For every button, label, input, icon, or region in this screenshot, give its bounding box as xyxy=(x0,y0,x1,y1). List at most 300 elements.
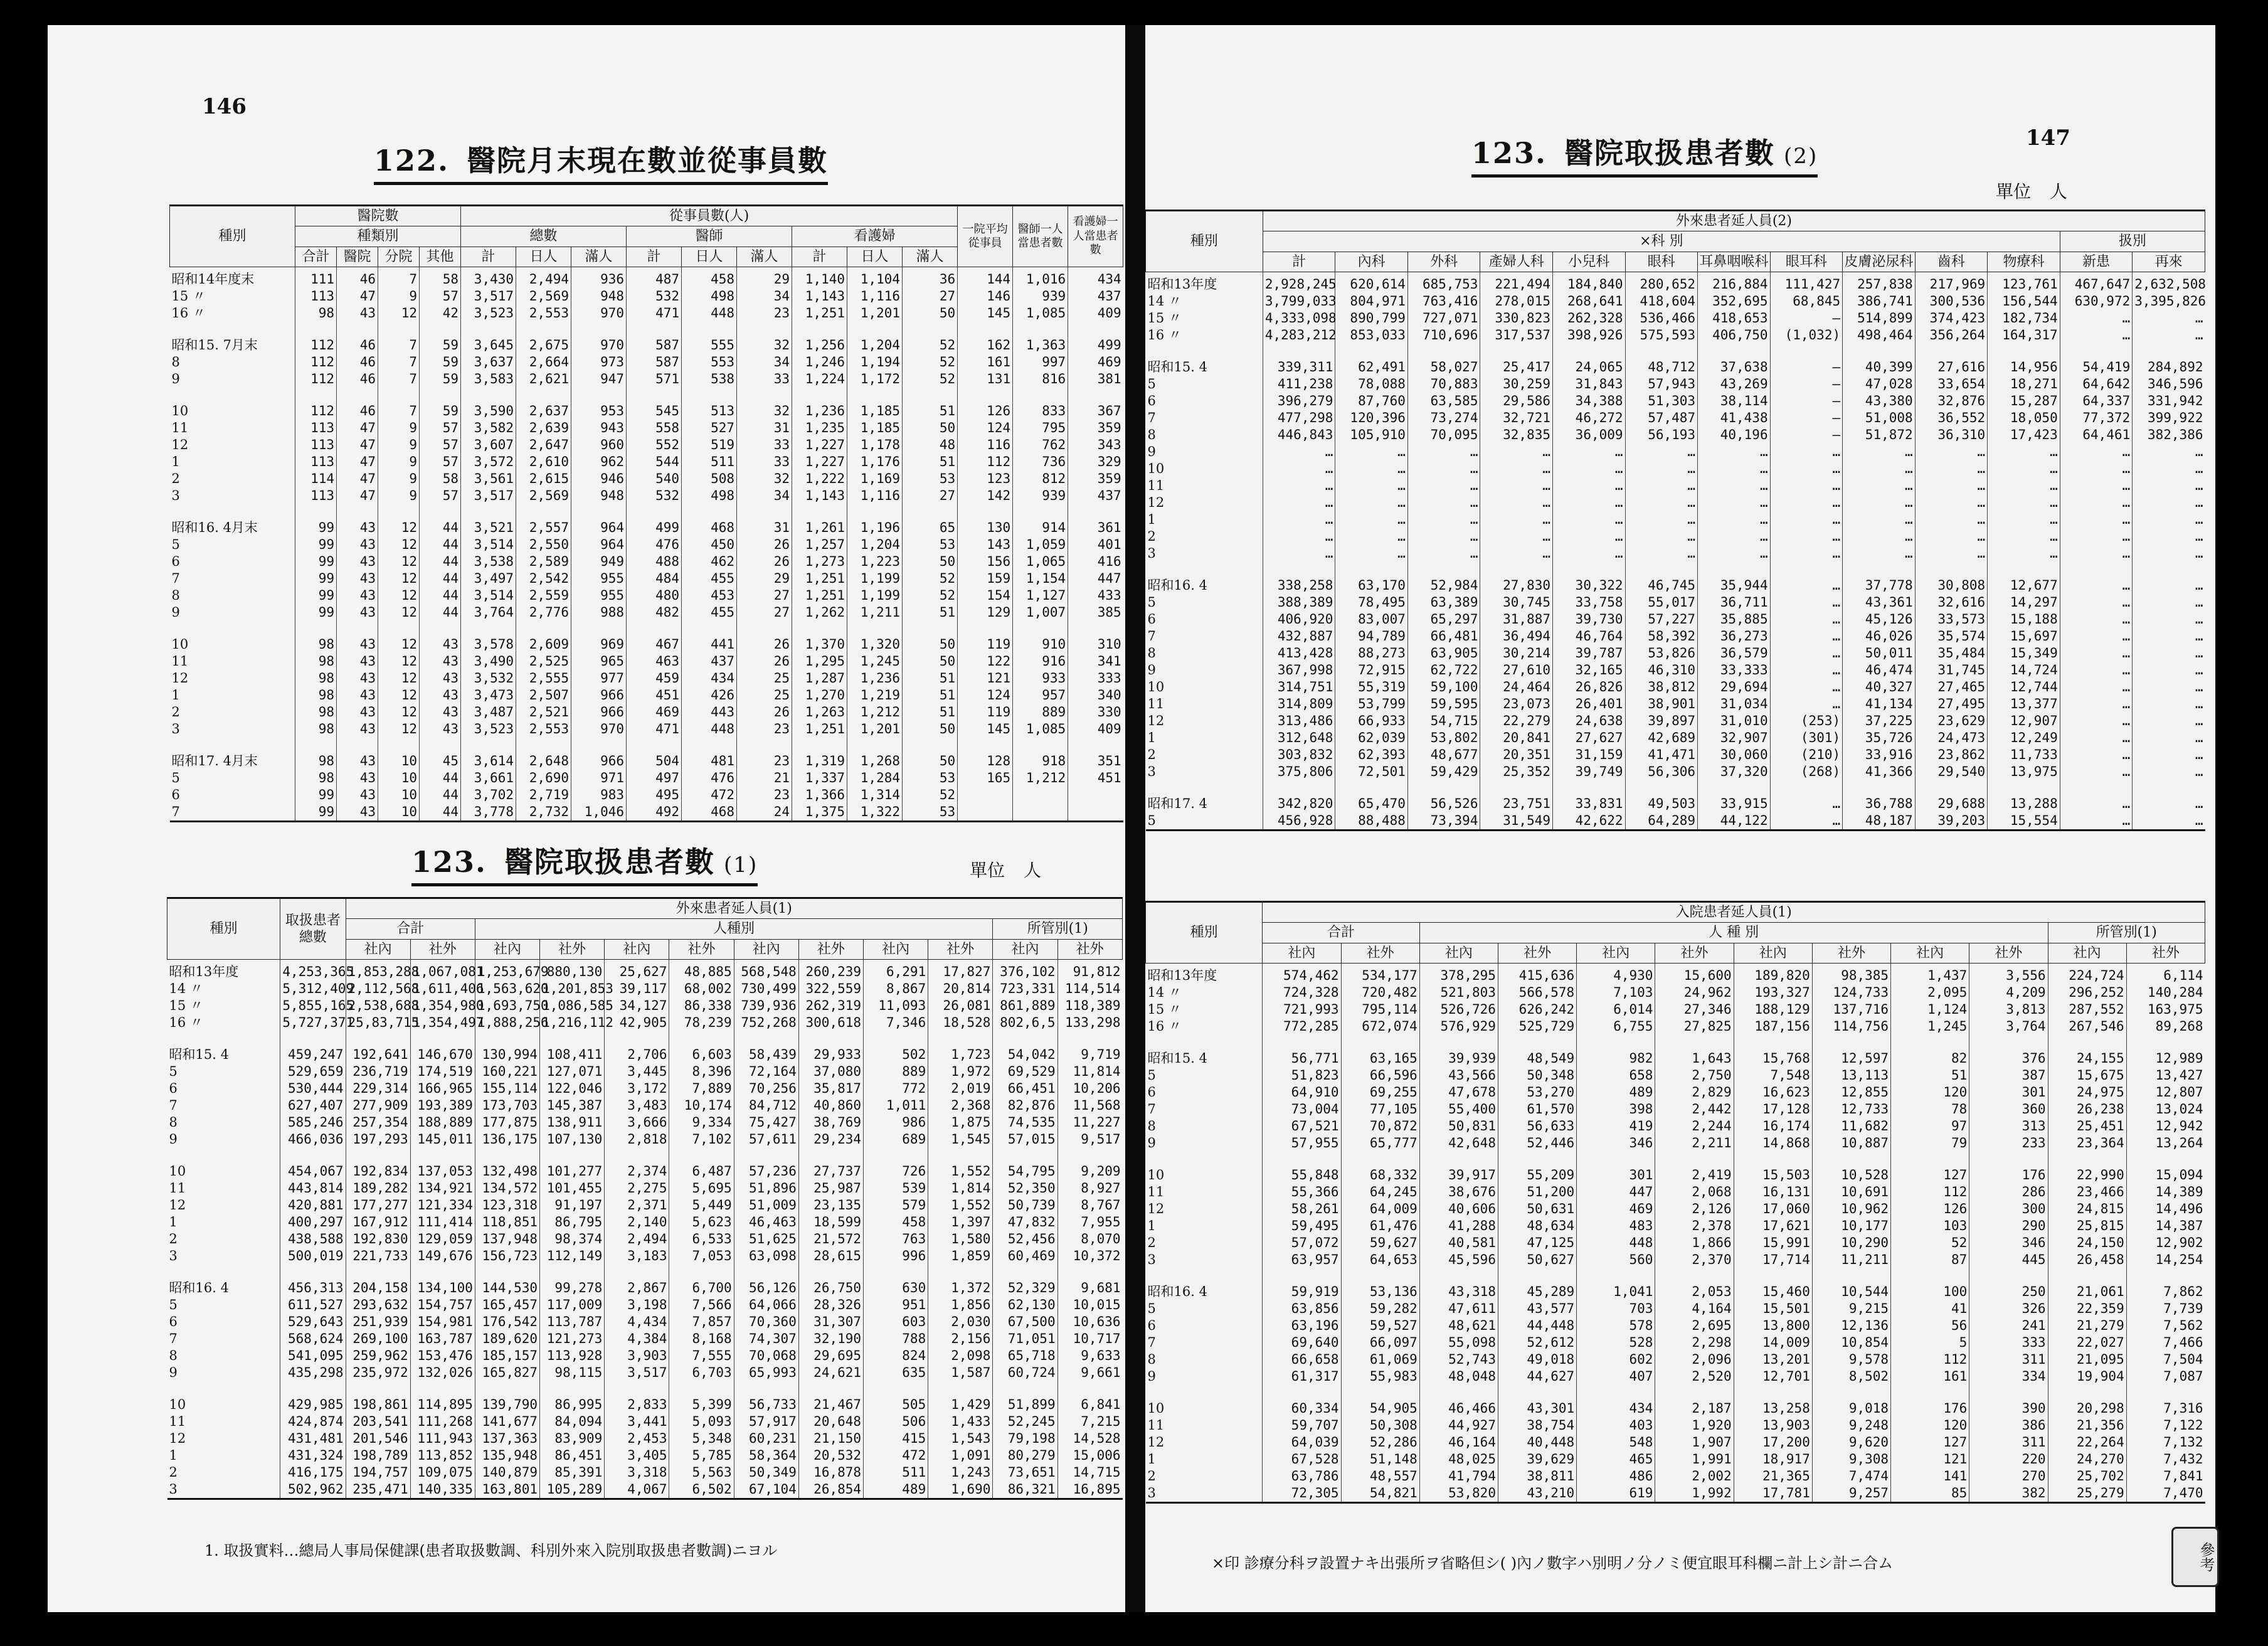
table-cell: 54,419 xyxy=(2060,344,2133,376)
table-cell: 100 xyxy=(1891,1268,1969,1300)
table-cell: 34,127 xyxy=(605,997,669,1014)
row-label: 2 xyxy=(1147,1235,1156,1251)
table-cell: 1,212 xyxy=(1013,770,1068,787)
table-cell: 189,820 xyxy=(1734,963,1812,984)
table-cell: … xyxy=(1915,443,1988,460)
table-cell: … xyxy=(1770,562,1843,594)
table-cell: 94,789 xyxy=(1335,628,1408,645)
table-cell: 43,301 xyxy=(1498,1385,1576,1417)
table-cell: 38,676 xyxy=(1419,1184,1498,1201)
table-cell: 456,928 xyxy=(1263,812,1335,831)
table-cell: 2,833 xyxy=(605,1381,669,1413)
table-cell: 1,262 xyxy=(792,604,847,621)
table-cell: 134,921 xyxy=(410,1180,475,1197)
table-cell: 69,640 xyxy=(1263,1334,1341,1351)
right-page xyxy=(1145,25,2215,1612)
page-number: 147 xyxy=(2026,125,2070,151)
table-cell: 33,758 xyxy=(1553,594,1626,611)
table-cell: 1,322 xyxy=(847,804,903,822)
table-cell: 710,696 xyxy=(1407,327,1480,344)
col-inland-nei: 社內 xyxy=(1419,943,1498,963)
table-cell: … xyxy=(2133,611,2205,628)
table-cell: 48,025 xyxy=(1419,1451,1498,1468)
table-cell: 1,251 xyxy=(792,305,847,322)
table-cell: 32,165 xyxy=(1553,662,1626,679)
col-per-hospital: 一院平均從事員 xyxy=(958,206,1013,267)
table-row xyxy=(170,267,1123,288)
table-cell: 67,528 xyxy=(1263,1451,1341,1468)
table-row xyxy=(170,504,1123,536)
table-cell: 970 xyxy=(571,322,627,354)
table-cell: 30,060 xyxy=(1698,746,1771,763)
table-cell: 955 xyxy=(571,570,627,587)
row-label: 昭和16. 4 xyxy=(1147,1284,1207,1300)
table-cell: 36,711 xyxy=(1698,594,1771,611)
table-cell: 182,734 xyxy=(1988,310,2060,327)
table-cell: 99 xyxy=(295,536,337,553)
table-cell: 64,337 xyxy=(2060,393,2133,410)
table-cell: 140,335 xyxy=(410,1481,475,1499)
row-label: 15 〃 xyxy=(1147,1002,1182,1017)
table-cell: 101,277 xyxy=(540,1148,605,1180)
table-cell: 30,745 xyxy=(1480,594,1553,611)
table-cell: 224,724 xyxy=(2048,963,2126,984)
table-cell: 5,855,165 xyxy=(280,997,346,1014)
table-cell: 10,636 xyxy=(1057,1314,1122,1330)
table-cell: 4,253,365 xyxy=(280,959,346,980)
table-cell: 159 xyxy=(958,570,1013,587)
table-cell: 12 xyxy=(378,305,420,322)
table-cell: 514,899 xyxy=(1843,310,1916,327)
table-row xyxy=(170,704,1123,721)
table-cell: 1,320 xyxy=(847,621,903,653)
table-number: 123. xyxy=(411,845,487,879)
table-cell: 434 xyxy=(682,670,737,687)
table-cell: 57,487 xyxy=(1625,410,1698,427)
table-cell: 7,841 xyxy=(2126,1468,2205,1485)
table-123a xyxy=(167,897,1123,1524)
table-cell: 3,903 xyxy=(605,1347,669,1364)
table-cell: … xyxy=(1263,494,1335,511)
table-cell: 2,553 xyxy=(516,305,571,322)
table-cell: 34,388 xyxy=(1553,393,1626,410)
table-cell: 772,285 xyxy=(1263,1018,1341,1035)
table-cell: 2,156 xyxy=(928,1330,993,1347)
table-cell: 30,322 xyxy=(1553,562,1626,594)
table-cell: 454,067 xyxy=(280,1148,346,1180)
table-cell: 58,439 xyxy=(734,1031,798,1063)
table-cell: 10,544 xyxy=(1812,1268,1890,1300)
table-cell: 3,590 xyxy=(461,388,516,420)
table-cell: 88,488 xyxy=(1335,812,1408,831)
table-cell: 502,962 xyxy=(280,1481,346,1499)
table-cell: 99 xyxy=(295,804,337,822)
table-cell: 15,006 xyxy=(1057,1447,1122,1464)
table-cell: 2,719 xyxy=(516,787,571,804)
table-cell: 7 xyxy=(378,371,420,388)
table-row xyxy=(167,1464,1123,1481)
table-cell: 15,697 xyxy=(1988,628,2060,645)
table-row xyxy=(1146,327,2205,344)
table-cell: 52,743 xyxy=(1419,1351,1498,1368)
table-cell: 33,831 xyxy=(1553,780,1626,812)
table-row xyxy=(167,1248,1123,1265)
table-cell: … xyxy=(1480,528,1553,545)
table-cell: 3,514 xyxy=(461,587,516,604)
table-cell: 310 xyxy=(1068,621,1123,653)
table-cell: 1,853,288 xyxy=(346,959,410,980)
table-cell: … xyxy=(2133,730,2205,746)
table-cell: 44,448 xyxy=(1498,1317,1576,1334)
table-cell: 313,486 xyxy=(1263,713,1335,730)
table-cell: 9,018 xyxy=(1812,1385,1890,1417)
table-cell: 112 xyxy=(1891,1184,1969,1201)
table-cell: 1,563,620 xyxy=(475,980,539,997)
table-cell: 17,200 xyxy=(1734,1434,1812,1451)
table-cell: 51,872 xyxy=(1843,427,1916,443)
table-cell: 511 xyxy=(864,1464,928,1481)
table-cell: 46,164 xyxy=(1419,1434,1498,1451)
table-cell: 331,942 xyxy=(2133,393,2205,410)
table-cell: 57 xyxy=(420,487,461,504)
col-pediatrics: 小兒科 xyxy=(1553,252,1626,272)
table-cell: 64,910 xyxy=(1263,1084,1341,1101)
table-cell: 120 xyxy=(1891,1417,1969,1434)
table-cell: 44 xyxy=(420,553,461,570)
table-cell: 500,019 xyxy=(280,1248,346,1265)
table-cell: 529,643 xyxy=(280,1314,346,1330)
table-cell: 26 xyxy=(737,621,792,653)
table-cell: 14,868 xyxy=(1734,1135,1812,1152)
table-cell: 603 xyxy=(864,1314,928,1330)
col-h-other: 其他 xyxy=(420,247,461,267)
table-row xyxy=(1146,477,2205,494)
table-cell: 2,520 xyxy=(1655,1368,1734,1385)
table-cell: 17,781 xyxy=(1734,1485,1812,1503)
table-cell: 43 xyxy=(337,653,378,670)
table-cell: 7,504 xyxy=(2126,1351,2205,1368)
table-cell: 57,611 xyxy=(734,1131,798,1148)
table-cell: 498,464 xyxy=(1843,327,1916,344)
table-cell: 112 xyxy=(295,371,337,388)
table-cell: 949 xyxy=(571,553,627,570)
table-row xyxy=(1146,528,2205,545)
table-cell: 527 xyxy=(682,420,737,437)
table-cell: … xyxy=(1407,511,1480,528)
table-cell: 14,528 xyxy=(1057,1430,1122,1447)
row-label: 2 xyxy=(1147,529,1156,544)
table-row xyxy=(167,1197,1123,1214)
table-cell: 1,354,497 xyxy=(410,1014,475,1031)
row-label: 7 xyxy=(1147,629,1156,644)
table-cell: 10,015 xyxy=(1057,1297,1122,1314)
table-cell: 721,993 xyxy=(1263,1001,1341,1018)
col-surgery: 外科 xyxy=(1407,252,1480,272)
table-row xyxy=(1146,293,2205,310)
table-cell: … xyxy=(2133,628,2205,645)
table-cell: 52 xyxy=(903,787,958,804)
table-cell: 27,825 xyxy=(1655,1018,1734,1035)
table-cell: … xyxy=(1407,528,1480,545)
table-cell: 99 xyxy=(295,587,337,604)
table-cell: 59,282 xyxy=(1341,1300,1419,1317)
table-cell: 59,495 xyxy=(1263,1218,1341,1234)
table-cell: 154,757 xyxy=(410,1297,475,1314)
col-bureau-nei: 社內 xyxy=(993,939,1057,959)
table-cell: 14,254 xyxy=(2126,1251,2205,1268)
table-cell: 161 xyxy=(958,354,1013,371)
table-cell: 47,678 xyxy=(1419,1084,1498,1101)
table-cell: 889 xyxy=(864,1063,928,1080)
table-cell: 3,517 xyxy=(605,1364,669,1381)
table-cell: 434 xyxy=(1577,1385,1655,1417)
table-row xyxy=(170,371,1123,388)
table-cell: 951 xyxy=(864,1297,928,1314)
table-cell: … xyxy=(2133,460,2205,477)
table-cell: 20,841 xyxy=(1480,730,1553,746)
table-cell: 51 xyxy=(903,687,958,704)
table-cell: 47 xyxy=(337,437,378,454)
table-cell: 1,856 xyxy=(928,1297,993,1314)
table-row xyxy=(1146,1152,2205,1184)
table-cell: 52,350 xyxy=(993,1180,1057,1197)
col-manchu-gai: 社外 xyxy=(798,939,863,959)
table-cell: 111,427 xyxy=(1770,272,1843,293)
table-cell: … xyxy=(2060,662,2133,679)
table-cell: 24,155 xyxy=(2048,1035,2126,1067)
table-cell: 156 xyxy=(958,553,1013,570)
table-cell: 51,148 xyxy=(1341,1451,1419,1468)
table-cell: 3,578 xyxy=(461,621,516,653)
table-cell: 2,776 xyxy=(516,604,571,621)
table-cell: 471 xyxy=(627,721,682,738)
table-cell: 9 xyxy=(378,487,420,504)
table-cell: 578 xyxy=(1577,1317,1655,1334)
table-cell: 12,989 xyxy=(2126,1035,2205,1067)
table-cell: … xyxy=(2133,594,2205,611)
row-label: 11 xyxy=(171,420,189,436)
table-cell: 59 xyxy=(420,388,461,420)
table-cell: 466,036 xyxy=(280,1131,346,1148)
table-cell: 20,648 xyxy=(798,1413,863,1430)
table-cell: 11,814 xyxy=(1057,1063,1122,1080)
row-label: 1 xyxy=(1147,1452,1156,1467)
table-row xyxy=(167,1148,1123,1180)
table-cell: 1,245 xyxy=(847,653,903,670)
table-cell: 3,490 xyxy=(461,653,516,670)
table-cell: 57,943 xyxy=(1625,376,1698,393)
table-cell: 141,677 xyxy=(475,1413,539,1430)
table-cell: 720,482 xyxy=(1341,984,1419,1001)
table-cell: 772 xyxy=(864,1080,928,1097)
table-row xyxy=(170,621,1123,653)
table-cell: 86,321 xyxy=(993,1481,1057,1499)
table-cell xyxy=(958,787,1013,804)
table-cell: … xyxy=(1553,545,1626,562)
table-cell: 7,215 xyxy=(1057,1413,1122,1430)
col-gai-1: 社外 xyxy=(410,939,475,959)
table-cell: 443,814 xyxy=(280,1180,346,1197)
table-cell: 127 xyxy=(1891,1152,1969,1184)
table-cell: 2,553 xyxy=(516,721,571,738)
table-cell: 966 xyxy=(571,704,627,721)
table-row xyxy=(1146,1251,2205,1268)
table-cell: 303,832 xyxy=(1263,746,1335,763)
table-cell: 43 xyxy=(337,536,378,553)
table-cell: 360 xyxy=(1969,1101,2048,1118)
table-cell: 77,372 xyxy=(2060,410,2133,427)
table-row xyxy=(170,288,1123,305)
table-cell: 9,215 xyxy=(1812,1300,1890,1317)
table-cell: 174,519 xyxy=(410,1063,475,1080)
table-cell: 506 xyxy=(864,1413,928,1430)
table-cell: 165,457 xyxy=(475,1297,539,1314)
table-cell: 187,156 xyxy=(1734,1018,1812,1035)
table-cell: 25,451 xyxy=(2048,1118,2126,1135)
table-cell: … xyxy=(2060,763,2133,780)
table-cell: 155,114 xyxy=(475,1080,539,1097)
table-cell: 26,750 xyxy=(798,1265,863,1297)
table-cell: 42,689 xyxy=(1625,730,1698,746)
table-cell: 313 xyxy=(1969,1118,2048,1135)
table-subtitle: (1) xyxy=(724,852,758,878)
table-cell: 36,788 xyxy=(1843,780,1916,812)
table-cell: 12,855 xyxy=(1812,1084,1890,1101)
table-cell: 11,682 xyxy=(1812,1118,1890,1135)
row-label: 8 xyxy=(1147,1118,1156,1134)
table-cell: 51 xyxy=(903,388,958,420)
table-cell: 39,749 xyxy=(1553,763,1626,780)
table-cell: 40,606 xyxy=(1419,1201,1498,1218)
table-cell: 259,962 xyxy=(346,1347,410,1364)
table-cell: 43 xyxy=(337,738,378,770)
table-cell: 6,603 xyxy=(669,1031,734,1063)
table-cell: 50 xyxy=(903,621,958,653)
table-row xyxy=(167,959,1123,980)
table-cell: 99,278 xyxy=(540,1265,605,1297)
table-cell: 1,545 xyxy=(928,1131,993,1148)
table-cell: — xyxy=(1770,344,1843,376)
table-cell: 3,764 xyxy=(1969,1018,2048,1035)
table-cell: … xyxy=(1770,611,1843,628)
table-cell: 121,334 xyxy=(410,1197,475,1214)
table-cell: 83,007 xyxy=(1335,611,1408,628)
table-cell: 51,009 xyxy=(734,1197,798,1214)
table-cell: 1,433 xyxy=(928,1413,993,1430)
table-cell: … xyxy=(1988,545,2060,562)
table-cell: 964 xyxy=(571,504,627,536)
table-cell: 2,639 xyxy=(516,420,571,437)
table-cell: 5,727,371 xyxy=(280,1014,346,1031)
table-cell: 16,878 xyxy=(798,1464,863,1481)
table-cell: 467,647 xyxy=(2060,272,2133,293)
table-cell: 12 xyxy=(378,621,420,653)
book-gutter xyxy=(1125,25,1145,1612)
table-cell: 26 xyxy=(737,536,792,553)
table-cell: 7,889 xyxy=(669,1080,734,1097)
table-cell: … xyxy=(1263,511,1335,528)
table-cell: 57,227 xyxy=(1625,611,1698,628)
table-cell: 13,113 xyxy=(1812,1067,1890,1084)
table-cell: 48,634 xyxy=(1498,1218,1576,1234)
row-label: 昭和16. 4 xyxy=(169,1280,229,1296)
table-cell: 329 xyxy=(1068,454,1123,470)
table-cell: 146 xyxy=(958,288,1013,305)
table-row xyxy=(167,1031,1123,1063)
row-label: 11 xyxy=(169,1414,186,1430)
table-cell: 10 xyxy=(378,804,420,822)
row-label: 9 xyxy=(1147,1369,1156,1384)
table-row xyxy=(1146,628,2205,645)
table-cell: 59 xyxy=(420,371,461,388)
table-cell: 52,456 xyxy=(993,1231,1057,1248)
table-cell: 1,372 xyxy=(928,1265,993,1297)
table-cell: 12,701 xyxy=(1734,1368,1812,1385)
table-cell: 50,348 xyxy=(1498,1067,1576,1084)
table-cell: 127 xyxy=(1891,1434,1969,1451)
table-cell: 3,521 xyxy=(461,504,516,536)
table-cell: 54,821 xyxy=(1341,1485,1419,1503)
table-cell: 30,214 xyxy=(1480,645,1553,662)
table-row xyxy=(1146,780,2205,812)
table-cell: 448 xyxy=(1577,1234,1655,1251)
table-cell: 763 xyxy=(864,1231,928,1248)
table-cell: 447 xyxy=(1068,570,1123,587)
table-cell: 121 xyxy=(958,670,1013,687)
table-cell: 1,866 xyxy=(1655,1234,1734,1251)
table-cell: 1,256 xyxy=(792,322,847,354)
table-cell: 44,927 xyxy=(1419,1417,1498,1434)
table-cell: 241 xyxy=(1969,1317,2048,1334)
table-cell: 74,535 xyxy=(993,1114,1057,1131)
table-cell: 43 xyxy=(337,670,378,687)
table-123b-title xyxy=(1471,130,1818,178)
table-cell: 112,149 xyxy=(540,1248,605,1265)
unit-label: 單位 xyxy=(970,860,1005,881)
table-cell: 499 xyxy=(627,504,682,536)
col-bureau-gai: 社外 xyxy=(1057,939,1122,959)
table-cell: — xyxy=(1770,427,1843,443)
col-foreign-nei: 社內 xyxy=(864,939,928,959)
table-cell: 3,517 xyxy=(461,487,516,504)
table-cell: 311 xyxy=(1969,1351,2048,1368)
table-cell: … xyxy=(1770,645,1843,662)
table-cell: 3,702 xyxy=(461,787,516,804)
table-cell: 333 xyxy=(1068,670,1123,687)
table-cell: 235,972 xyxy=(346,1364,410,1381)
table-cell: 43,361 xyxy=(1843,594,1916,611)
col-inland-gai: 社外 xyxy=(540,939,605,959)
table-cell: 489 xyxy=(1577,1084,1655,1101)
table-cell: 861,889 xyxy=(993,997,1057,1014)
table-cell: 68,845 xyxy=(1770,293,1843,310)
col-radiology: 物療科 xyxy=(1988,252,2060,272)
row-label: 10 xyxy=(1147,1401,1165,1416)
table-cell: 916 xyxy=(1013,653,1068,670)
table-cell: 62,130 xyxy=(993,1297,1057,1314)
col-outpatient: 外來患者延人員(2) xyxy=(1263,211,2205,231)
table-cell: 1,185 xyxy=(847,420,903,437)
col-gai-1: 社外 xyxy=(1341,943,1419,963)
table-cell: 15,675 xyxy=(2048,1067,2126,1084)
table-cell: 46,764 xyxy=(1553,628,1626,645)
table-cell: 11,733 xyxy=(1988,746,2060,763)
table-cell: 185,157 xyxy=(475,1347,539,1364)
table-cell: 5,785 xyxy=(669,1447,734,1464)
table-cell: 8,502 xyxy=(1812,1368,1890,1385)
row-label: 16 〃 xyxy=(1147,327,1182,343)
row-label: 11 xyxy=(169,1181,186,1196)
